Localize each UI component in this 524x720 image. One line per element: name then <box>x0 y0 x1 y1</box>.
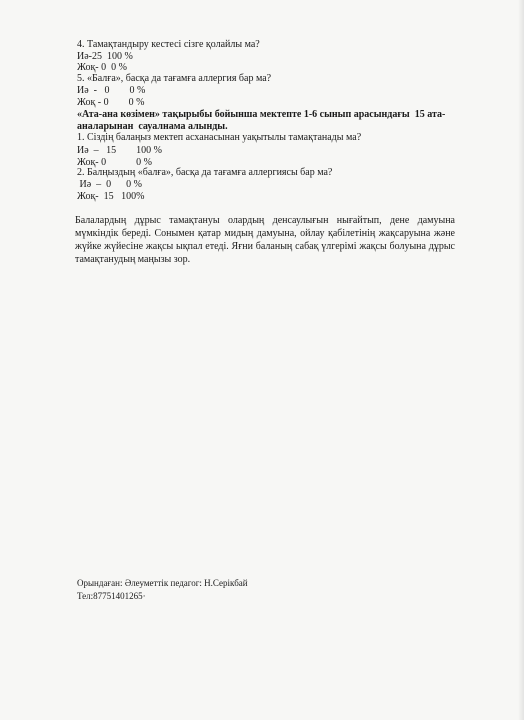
parents-survey-heading-line-1: «Ата-ана көзімен» тақырыбы бойынша мектепте 1-6 сынып арасындағы 15 ата- <box>77 109 446 120</box>
prepared-by: Орындаған: Әлеуметтік педагог: Н.Серікбай <box>77 578 248 588</box>
question-5-no: Жоқ - 0 0 % <box>77 97 145 108</box>
parents-question-2-yes: Иә – 0 0 % <box>77 179 142 190</box>
parents-question-2-no: Жоқ- 15 100% <box>77 191 145 202</box>
conclusion-paragraph: Балалардың дұрыс тамақтануы олардың денсаулығын нығайтып, дене дамуына мүмкіндік береді. Сонымен қатар мидың дамуына, ойлау қабілетінің жақсаруына және жүйке жүйесіне жақсы ықпал етеді. Яғни баланың сабақ үлгерімі жақсы болуына дұрыс тамақтанудың маңызы зор. <box>75 215 455 265</box>
parents-question-1-no: Жоқ- 0 0 % <box>77 157 152 168</box>
question-5: 5. «Балға», басқа да тағамға аллергия бар ма? <box>77 73 272 84</box>
question-4-yes: Иә-25 100 % <box>77 51 133 62</box>
question-4-no: Жоқ- 0 0 % <box>77 62 127 73</box>
parents-question-1-yes: Иә – 15 100 % <box>77 145 162 156</box>
scan-edge-shadow <box>518 0 524 720</box>
question-4: 4. Тамақтандыру кестесі сізге қолайлы ма? <box>77 39 260 50</box>
phone-number: Тел:87751401265· <box>77 591 146 601</box>
parents-survey-heading-line-2: аналарынан сауалнама алынды. <box>77 121 228 132</box>
parents-question-2: 2. Балңыздың «балға», басқа да тағамға аллергиясы бар ма? <box>77 167 333 178</box>
question-5-yes: Иә - 0 0 % <box>77 85 146 96</box>
parents-question-1: 1. Сіздің балаңыз мектеп асханасынан уақытылы тамақтанады ма? <box>77 132 362 143</box>
